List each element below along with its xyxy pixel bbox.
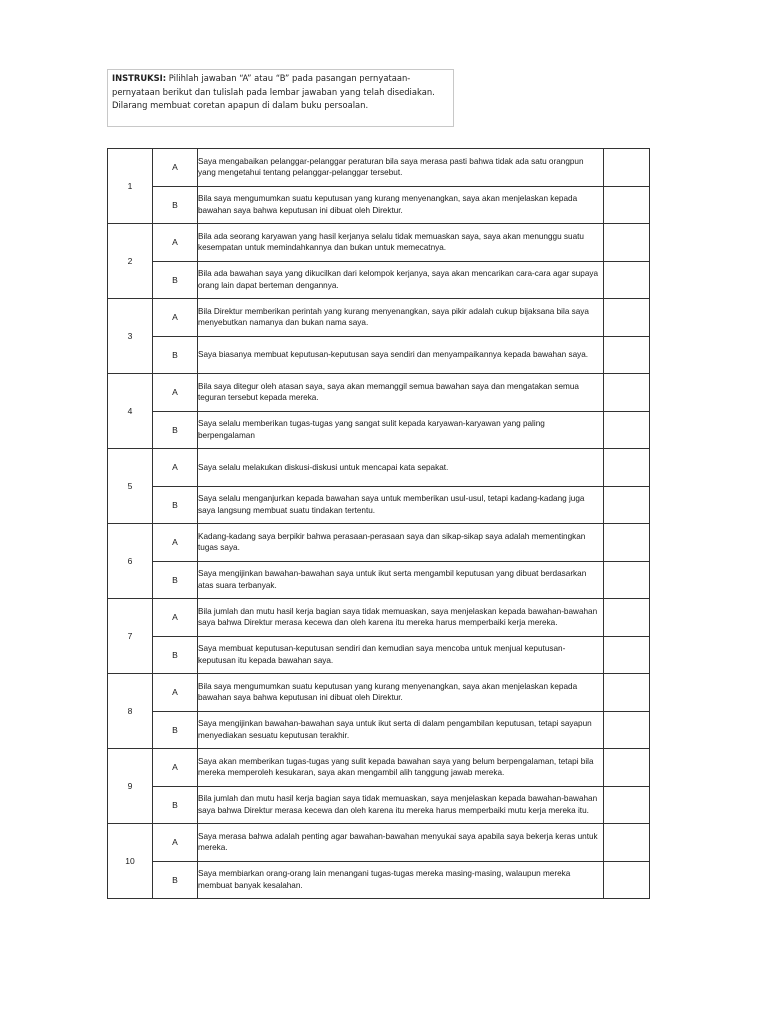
- option-label-b: B: [153, 261, 198, 299]
- option-label-a: A: [153, 149, 198, 187]
- answer-cell: [604, 711, 650, 749]
- option-label-b: B: [153, 711, 198, 749]
- option-label-a: A: [153, 524, 198, 562]
- question-row-b: [108, 636, 650, 674]
- answer-cell: [604, 824, 650, 862]
- option-label-b: B: [153, 336, 198, 374]
- question-row-a: [108, 749, 650, 787]
- option-label-b: B: [153, 786, 198, 824]
- option-label-a: A: [153, 749, 198, 787]
- option-label-b: B: [153, 411, 198, 449]
- answer-cell: [604, 336, 650, 374]
- question-number: 9: [108, 749, 153, 824]
- instruction-text: Pilihlah jawaban “A” atau “B” pada pasangan pernyataan-pernyataan berikut dan tulislah pada lembar jawaban yang telah disediakan. Dilarang membuat coretan apapun di dalam buku persoalan.: [112, 73, 435, 110]
- instruction-lead: INSTRUKSI:: [112, 73, 167, 83]
- statement-b: Bila jumlah dan mutu hasil kerja bagian saya tidak memuaskan, saya menjelaskan kepada bawahan-bawahan saya bahwa Direktur merasa kecewa dan oleh karena itu mereka harus memperbaiki mutu kerja mereka itu.: [198, 786, 604, 824]
- answer-cell: [604, 524, 650, 562]
- question-row-a: [108, 374, 650, 412]
- statement-b: Bila saya mengumumkan suatu keputusan yang kurang menyenangkan, saya akan menjelaskan kepada bawahan saya bahwa keputusan ini dibuat oleh Direktur.: [198, 186, 604, 224]
- statement-a: Bila saya mengumumkan suatu keputusan yang kurang menyenangkan, saya akan menjelaskan kepada bawahan saya bahwa keputusan ini dibuat oleh Direktur.: [198, 674, 604, 712]
- question-row-b: [108, 786, 650, 824]
- question-row-a: [108, 524, 650, 562]
- instruction-box: [107, 69, 454, 127]
- statement-a: Saya merasa bahwa adalah penting agar bawahan-bawahan menyukai saya apabila saya bekerja keras untuk mereka.: [198, 824, 604, 862]
- option-label-a: A: [153, 224, 198, 262]
- question-row-a: [108, 599, 650, 637]
- question-number: 1: [108, 149, 153, 224]
- question-number: 3: [108, 299, 153, 374]
- option-label-a: A: [153, 299, 198, 337]
- question-row-a: [108, 824, 650, 862]
- question-row-b: [108, 711, 650, 749]
- question-number: 2: [108, 224, 153, 299]
- questionnaire-table: [107, 148, 650, 899]
- option-label-a: A: [153, 674, 198, 712]
- statement-b: Saya selalu memberikan tugas-tugas yang sangat sulit kepada karyawan-karyawan yang paling berpengalaman: [198, 411, 604, 449]
- option-label-a: A: [153, 599, 198, 637]
- option-label-b: B: [153, 561, 198, 599]
- question-row-b: [108, 561, 650, 599]
- statement-a: Saya selalu melakukan diskusi-diskusi untuk mencapai kata sepakat.: [198, 449, 604, 487]
- answer-cell: [604, 561, 650, 599]
- statement-b: Saya membuat keputusan-keputusan sendiri dan kemudian saya mencoba untuk menjual keputusan-keputusan itu kepada bawahan saya.: [198, 636, 604, 674]
- question-row-b: [108, 261, 650, 299]
- statement-b: Saya mengijinkan bawahan-bawahan saya untuk ikut serta mengambil keputusan yang dibuat berdasarkan atas suara terbanyak.: [198, 561, 604, 599]
- statement-a: Bila jumlah dan mutu hasil kerja bagian saya tidak memuaskan, saya menjelaskan kepada bawahan-bawahan saya bahwa Direktur merasa kecewa dan oleh karena itu mereka harus memperbaiki kerja mereka.: [198, 599, 604, 637]
- question-number: 4: [108, 374, 153, 449]
- question-number: 6: [108, 524, 153, 599]
- answer-cell: [604, 786, 650, 824]
- question-row-b: [108, 486, 650, 524]
- answer-cell: [604, 224, 650, 262]
- answer-cell: [604, 374, 650, 412]
- question-number: 7: [108, 599, 153, 674]
- question-row-b: [108, 336, 650, 374]
- question-row-b: [108, 411, 650, 449]
- question-number: 5: [108, 449, 153, 524]
- question-row-a: [108, 449, 650, 487]
- statement-b: Saya selalu menganjurkan kepada bawahan saya untuk memberikan usul-usul, tetapi kadang-kadang juga saya langsung membuat suatu tindakan tertentu.: [198, 486, 604, 524]
- answer-cell: [604, 861, 650, 899]
- question-row-b: [108, 861, 650, 899]
- option-label-a: A: [153, 449, 198, 487]
- question-row-a: [108, 299, 650, 337]
- statement-a: Bila saya ditegur oleh atasan saya, saya akan memanggil semua bawahan saya dan mengatakan semua teguran tersebut kepada mereka.: [198, 374, 604, 412]
- statement-a: Bila ada seorang karyawan yang hasil kerjanya selalu tidak memuaskan saya, saya akan menunggu suatu kesempatan untuk memindahkannya dan bukan untuk memecatnya.: [198, 224, 604, 262]
- statement-a: Saya mengabaikan pelanggar-pelanggar peraturan bila saya merasa pasti bahwa tidak ada satu orangpun yang mengetahui tentang pelanggar-pelanggar tersebut.: [198, 149, 604, 187]
- option-label-b: B: [153, 636, 198, 674]
- answer-cell: [604, 749, 650, 787]
- answer-cell: [604, 636, 650, 674]
- answer-cell: [604, 599, 650, 637]
- option-label-b: B: [153, 861, 198, 899]
- statement-b: Saya membiarkan orang-orang lain menangani tugas-tugas mereka masing-masing, walaupun mereka membuat banyak kesalahan.: [198, 861, 604, 899]
- question-number: 10: [108, 824, 153, 899]
- question-row-b: [108, 186, 650, 224]
- question-row-a: [108, 149, 650, 187]
- statement-b: Saya mengijinkan bawahan-bawahan saya untuk ikut serta di dalam pengambilan keputusan, tetapi sayapun menyediakan sesuatu keputusan terakhir.: [198, 711, 604, 749]
- answer-cell: [604, 449, 650, 487]
- option-label-b: B: [153, 486, 198, 524]
- option-label-a: A: [153, 374, 198, 412]
- statement-a: Saya akan memberikan tugas-tugas yang sulit kepada bawahan saya yang belum berpengalaman, tetapi bila mereka memperoleh kesukaran, saya akan mengambil alih tanggung jawab mereka.: [198, 749, 604, 787]
- answer-cell: [604, 186, 650, 224]
- question-row-a: [108, 674, 650, 712]
- statement-b: Saya biasanya membuat keputusan-keputusan saya sendiri dan menyampaikannya kepada bawahan saya.: [198, 336, 604, 374]
- option-label-a: A: [153, 824, 198, 862]
- answer-cell: [604, 299, 650, 337]
- option-label-b: B: [153, 186, 198, 224]
- statement-a: Bila Direktur memberikan perintah yang kurang menyenangkan, saya pikir adalah cukup bijaksana bila saya menyebutkan namanya dan bukan nama saya.: [198, 299, 604, 337]
- answer-cell: [604, 261, 650, 299]
- statement-b: Bila ada bawahan saya yang dikucilkan dari kelompok kerjanya, saya akan mencarikan cara-cara agar supaya orang lain dapat berteman dengannya.: [198, 261, 604, 299]
- answer-cell: [604, 149, 650, 187]
- answer-cell: [604, 411, 650, 449]
- statement-a: Kadang-kadang saya berpikir bahwa perasaan-perasaan saya dan sikap-sikap saya adalah mementingkan tugas saya.: [198, 524, 604, 562]
- question-number: 8: [108, 674, 153, 749]
- answer-cell: [604, 486, 650, 524]
- answer-cell: [604, 674, 650, 712]
- question-row-a: [108, 224, 650, 262]
